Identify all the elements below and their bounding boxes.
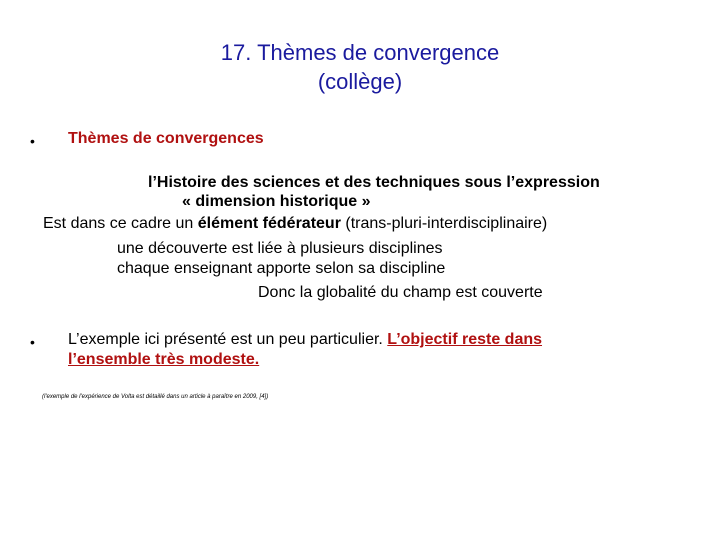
bullet-marker: • [30, 133, 35, 149]
body-text: (trans-pluri-interdisciplinaire) [340, 215, 548, 232]
body-line: une découverte est liée à plusieurs disciplines [117, 240, 443, 257]
body-bold-text: élément fédérateur [197, 215, 341, 232]
example-text: L’exemple ici présenté est un peu particulier. [68, 331, 388, 348]
body-text: Est dans ce cadre un [43, 215, 198, 232]
example-paragraph [68, 330, 628, 370]
slide-title-line2: (collège) [317, 69, 403, 94]
footnote: (l'exemple de l'expérience de Volta est détaillé dans un article à paraître en 2009, [4]) [42, 394, 269, 400]
body-line: « dimension historique » [182, 193, 371, 210]
body-line: l’Histoire des sciences et des techniques sous l’expression [148, 174, 600, 191]
body-line [43, 215, 547, 233]
section-heading: Thèmes de convergences [68, 130, 264, 147]
body-line: chaque enseignant apporte selon sa discipline [117, 260, 446, 277]
body-line: Donc la globalité du champ est couverte [258, 284, 543, 301]
slide-title-line1: 17. Thèmes de convergence [220, 40, 500, 65]
objective-emphasis: L’objectif reste dans l’ensemble très modeste. [68, 331, 543, 368]
bullet-marker: • [30, 334, 35, 350]
slide-title [0, 38, 720, 96]
